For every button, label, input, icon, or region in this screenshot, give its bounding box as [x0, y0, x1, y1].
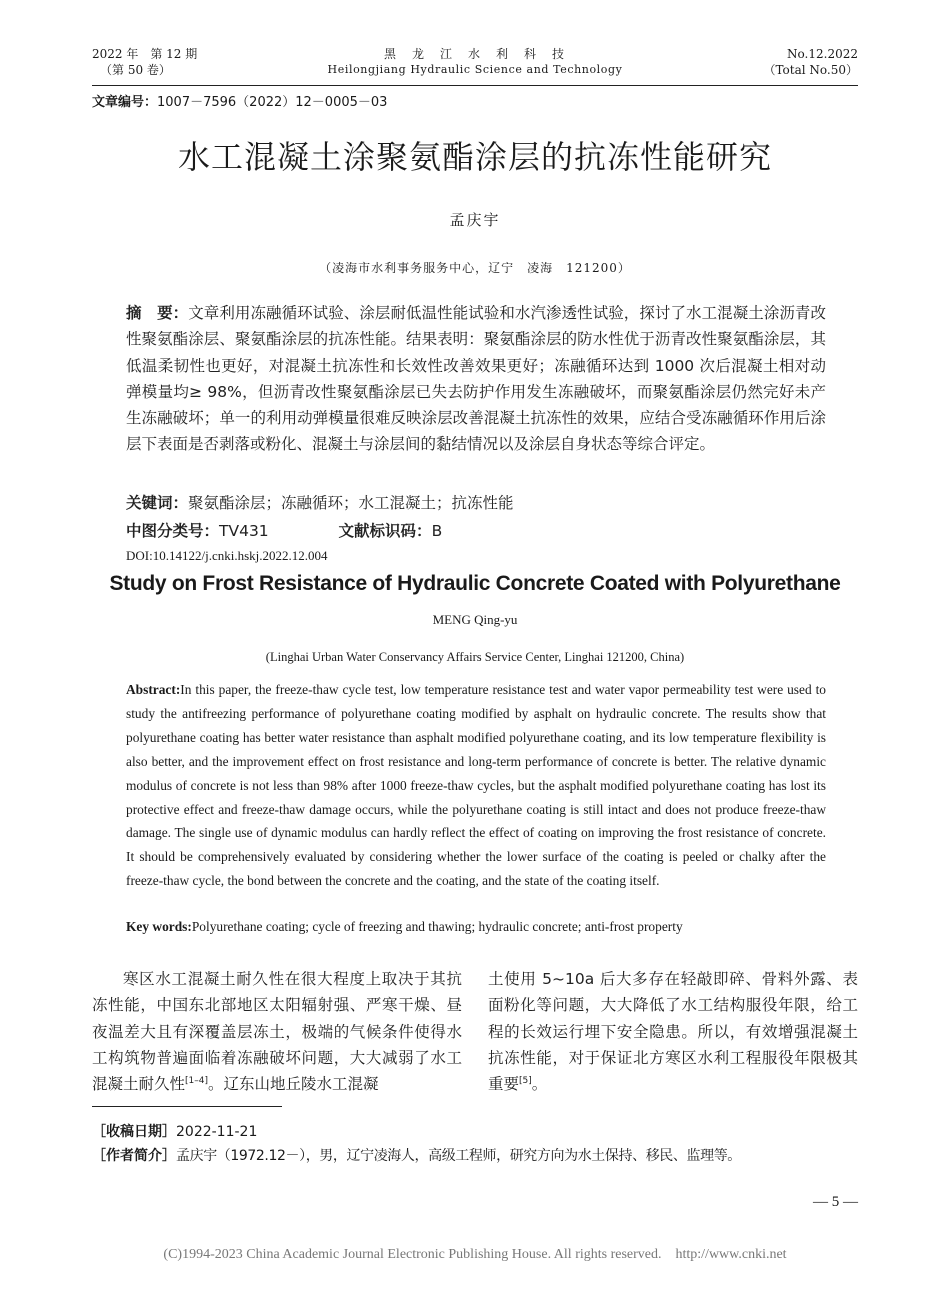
body-column-left: 寒区水工混凝土耐久性在很大程度上取决于其抗冻性能，中国东北部地区太阳辐射强、严寒干燥、昼夜温差大且有深覆盖层冻土，极端的气候条件使得水工构筑物普遍面临着冻融破坏问题，大大减弱了水工混凝土耐久性[1–4]。辽东山地丘陵水工混凝 — [92, 970, 462, 1094]
doi: DOI:10.14122/j.cnki.hskj.2022.12.004 — [126, 548, 328, 563]
header-volume: No.12.2022 （Total No.50） — [763, 47, 858, 77]
body-column-right: 土使用 5~10a 后大多存在轻敲即碎、骨料外露、表面粉化等问题，大大降低了水工结构服役年限，给工程的长效运行埋下安全隐患。所以，有效增强混凝土抗冻性能，对于保证北方寒区水利工程服役年限极其重要[5]。 — [488, 970, 858, 1094]
keywords-en: Key words:Polyurethane coating; cycle of freezing and thawing; hydraulic concrete; anti-frost property — [126, 919, 683, 934]
affiliation-cn: （凌海市水利事务服务中心，辽宁 凌海 121200） — [319, 261, 631, 275]
english-title: Study on Frost Resistance of Hydraulic Concrete Coated with Polyurethane — [109, 572, 841, 595]
author-en: MENG Qing-yu — [432, 612, 518, 627]
footnote-author: ［作者简介］孟庆宇（1972.12－），男，辽宁凌海人，高级工程师，研究方向为水土保持、移民、监理等。 — [92, 1148, 741, 1164]
footnote-received: ［收稿日期］2022-11-21 — [92, 1124, 258, 1140]
header-issue: 2022 年 第 12 期 （第 50 卷） — [92, 47, 198, 77]
abstract-cn: 摘 要：文章利用冻融循环试验、涂层耐低温性能试验和水汽渗透性试验，探讨了水工混凝土涂沥青改性聚氨酯涂层、聚氨酯涂层的抗冻性能。结果表明：聚氨酯涂层的防水性优于沥青改性聚氨酯涂层，其低温柔韧性也更好，对混凝土抗冻性和长效性改善效果更好；冻融循环达到 1000 次后混凝土相对动弹模量均≥ 98%，但沥青改性聚氨酯涂层已失去防护作用发生冻融破坏，而聚氨酯涂层仍然完好未产生冻融破坏；单一的利用动弹模量很难反映涂层改善混凝土抗冻性的效果，应结合受冻融循环作用后涂层下表面是否剥落或粉化、混凝土与涂层间的黏结情况以及涂层自身状态等综合评定。 — [126, 304, 826, 454]
classification: 中图分类号：TV431 文献标识码：B — [126, 522, 443, 540]
keywords-cn: 关键词：聚氨酯涂层；冻融循环；水工混凝土；抗冻性能 — [126, 494, 514, 512]
footnote-divider — [92, 1106, 282, 1107]
author-cn: 孟庆宇 — [449, 211, 501, 229]
abstract-en: Abstract:In this paper, the freeze-thaw cycle test, low temperature resistance test and water vapor permeability test were used to study the antifreezing performance of polyurethane coating modified by asphalt on hydraulic concrete. The results show that polyurethane coating has better water resistance than asphalt modified polyurethane coating, and its low temperature flexibility is also better, and the improvement effect on frost resistance and long-term performance of concrete is better. The relative dynamic modulus of concrete is not less than 98% after 1000 freeze-thaw cycles, but the asphalt modified polyurethane coating has lost its protective effect and freeze-thaw damage occurs, while the polyurethane coating is still intact and does not produce freeze-thaw damage. The single use of dynamic modulus can hardly reflect the effect of coating on improving the frost resistance of concrete. It should be comprehensively evaluated by considering whether the lower surface of the coating is peeled or chalky after the freeze-thaw cycle, the bond between the concrete and the coating, and the state of the coating itself. — [126, 682, 826, 889]
page-title: 水工混凝土涂聚氨酯涂层的抗冻性能研究 — [177, 138, 772, 176]
article-number: 文章编号：1007－7596（2022）12－0005－03 — [92, 95, 388, 110]
copyright-notice: (C)1994-2023 China Academic Journal Electronic Publishing House. All rights reserved. http://www.cnki.net — [163, 1247, 787, 1262]
header-divider — [92, 85, 858, 86]
affiliation-en: (Linghai Urban Water Conservancy Affairs Service Center, Linghai 121200, China) — [265, 650, 685, 664]
header-journal: 黑 龙 江 水 利 科 技 Heilongjiang Hydraulic Science and Technology — [327, 47, 623, 76]
page-number: — 5 — — [813, 1194, 858, 1210]
